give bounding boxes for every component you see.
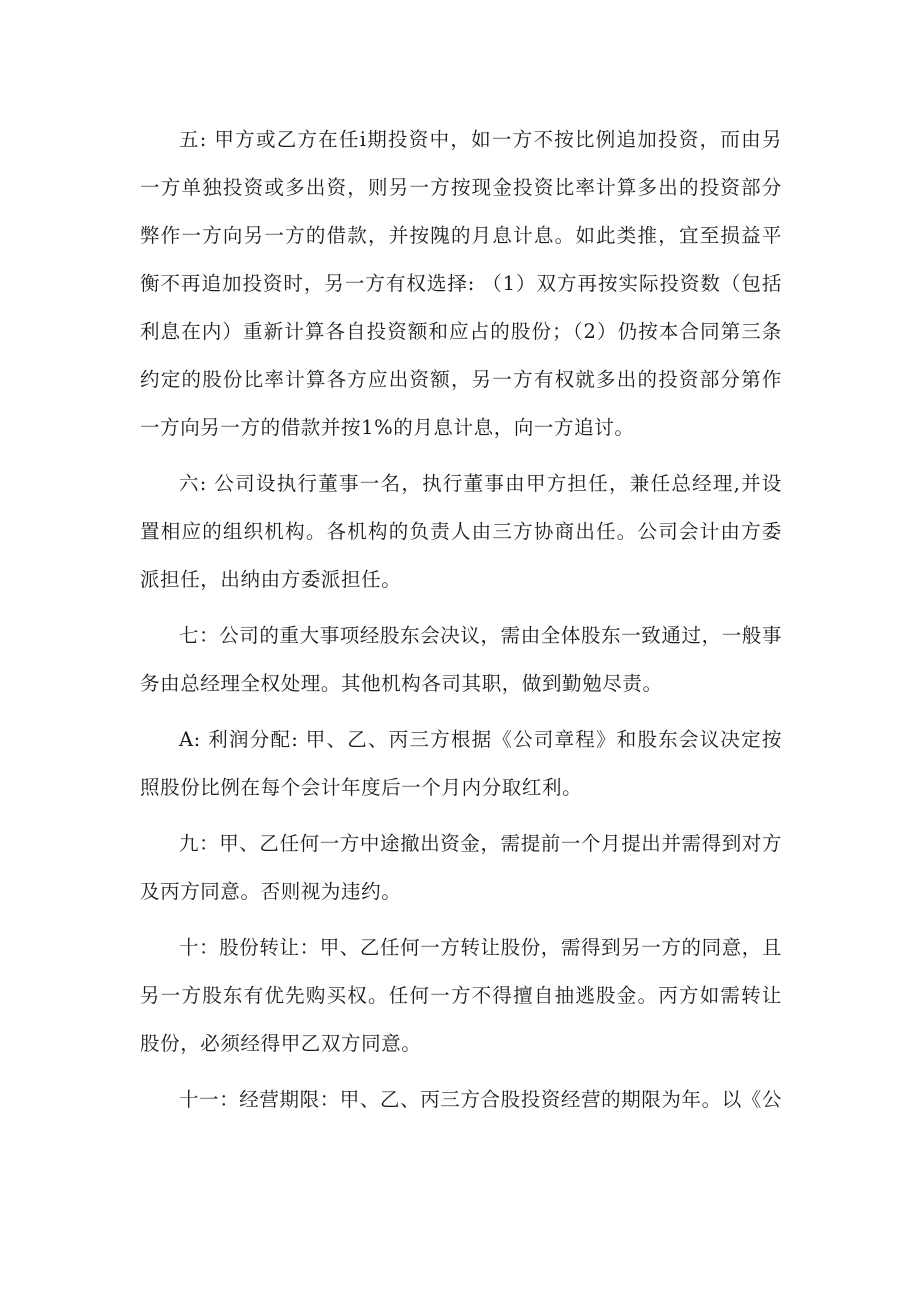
clause-eleven-paragraph: 十一：经营期限：甲、乙、丙三方合股投资经营的期限为年。以《公: [179, 1088, 783, 1111]
clause-nine-paragraph: 九：甲、乙任何一方中途撤出资金，需提前一个月提出并需得到对方及丙方同意。否则视为违约。: [140, 832, 783, 903]
clause-ten-paragraph: 十：股份转让：甲、乙任何一方转让股份，需得到另一方的同意，且另一方股东有优先购买权。任何一方不得擅自抽逃股金。丙方如需转让股份，必须经得甲乙双方同意。: [140, 936, 783, 1055]
clause-six-paragraph: 六: 公司设执行董事一名，执行董事由甲方担任，兼任总经理,并设置相应的组织机构。各机构的负责人由三方协商出任。公司会计由方委派担任，出纳由方委派担任。: [140, 472, 782, 591]
clause-five-paragraph: 五: 甲方或乙方在任i期投资中，如一方不按比例追加投资，而由另一方单独投资或多出资，则另一方按现金投资比率计算多出的投资部分弊作一方向另一方的借款，并按隗的月息计息。如此类推，宜至损益平衡不再追加投资时，另一方有权选择: （1）双方再按实际投资数（包括利息在内）重新计算各自投资额和应占的股份；（2）仍按本合同第三条约定的股份比率计算各方应出资额，另一方有权就多出的投资部分第作一方向另一方的借款并按1%的月息计息，向一方追讨。: [140, 128, 782, 439]
clause-seven-paragraph: 七：公司的重大事项经股东会决议，需由全体股东一致通过，一般事务由总经理全权处理。其他机构各司其职，做到勤勉尽责。: [140, 624, 783, 695]
clause-eight-paragraph: A: 利润分配: 甲、乙、丙三方根据《公司章程》和股东会议决定按照股份比例在每个会计年度后一个月内分取红利。: [140, 728, 782, 799]
document-body: [140, 116, 782, 1132]
